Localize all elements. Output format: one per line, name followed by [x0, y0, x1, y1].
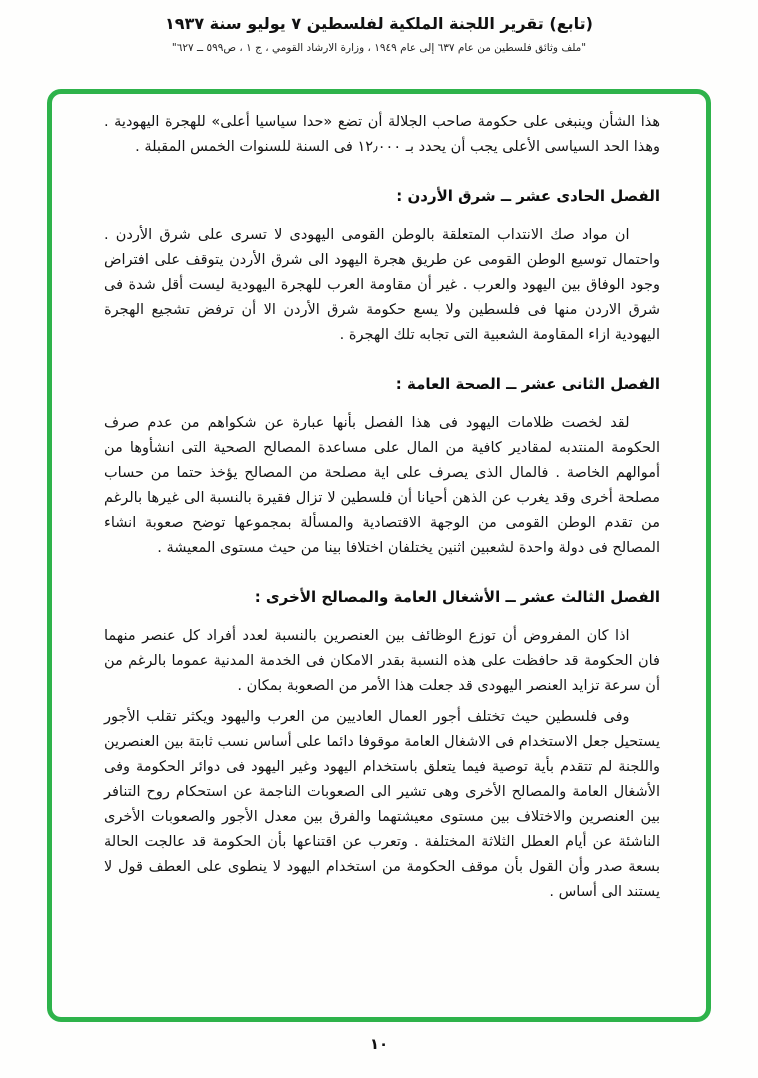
document-body [52, 94, 706, 1017]
document-subtitle: "ملف وثائق فلسطين من عام ٦٣٧ إلى عام ١٩٤٩ ، وزارة الارشاد القومي ، ج ١ ، ص٥٩٩ ــ ٦٢٧" [171, 42, 587, 54]
section-heading: الفصل الثانى عشر ــ الصحة العامة : [395, 375, 660, 393]
section-heading: الفصل الحادى عشر ــ شرق الأردن : [396, 187, 660, 205]
paragraph: ان مواد صك الانتداب المتعلقة بالوطن القومى اليهودى لا تسرى على شرق الأردن . واحتمال توسيع الوطن القومى عن طريق هجرة اليهود الى شرق الأردن يتوقف على افتراض وجود الوفاق بين اليهود والعرب . غير أن مقاومة العرب للهجرة اليهودية ليست أقل شدة فى شرق الاردن منها فى فلسطين ولا يسع حكومة شرق الأردن الا أن ترفض تشجيع الهجرة اليهودية ازاء المقاومة الشعبية التى تجابه تلك الهجرة . [104, 227, 660, 343]
section-heading: الفصل الثالث عشر ــ الأشغال العامة والمصالح الأخرى : [254, 588, 660, 606]
page-footer [0, 1034, 758, 1053]
paragraph: هذا الشأن وينبغى على حكومة صاحب الجلالة أن تضع «حدا سياسيا أعلى» للهجرة اليهودية . وهذا الحد السياسى الأعلى يجب أن يحدد بـ ١٢٫٠٠٠ فى السنة للسنوات الخمس المقبلة . [104, 114, 660, 155]
document-title: (تابع) تقرير اللجنة الملكية لفلسطين ٧ يوليو سنة ١٩٣٧ [165, 14, 593, 33]
page-header [0, 14, 758, 54]
paragraph: وفى فلسطين حيث تختلف أجور العمال العاديين من العرب واليهود ويكثر تقلب الأجور يستحيل جعل الاستخدام فى الاشغال العامة موقوفا دائما على أساس نسب ثابتة بين العنصرين واللجنة لم تتقدم بأية توصية فيما يتعلق باستخدام اليهود وغير اليهود فى دوائر الحكومة وفى الأشغال العامة والمصالح الأخرى وهى تشير الى الصعوبات الناجمة عن استحكام روح التنافر بين العنصرين والاختلاف بين مستوى معيشتهما والفرق بين معدل الأجور والصعوبات الأخرى الناشئة عن أيام العطل الثلاثة المختلفة . وتعرب عن اقتناعها بأن الحكومة قد عالجت الحالة بسعة صدر وأن القول بأن موقف الحكومة من استخدام اليهود لا ينطوى على العطف قول لا يستند الى أساس . [104, 709, 660, 900]
content-frame [47, 89, 711, 1022]
paragraph: اذا كان المفروض أن توزع الوظائف بين العنصرين بالنسبة لعدد أفراد كل عنصر منهما فان الحكومة قد حافظت على هذه النسبة بقدر الامكان فى الخدمة المدنية عموما بالرغم من أن سرعة تزايد العنصر اليهودى قد جعلت هذا الأمر من الصعوبة بمكان . [104, 628, 660, 694]
paragraph: لقد لخصت ظلامات اليهود فى هذا الفصل بأنها عبارة عن شكواهم من عدم صرف الحكومة المنتدبه لمقادير كافية من المال على مساعدة المصالح الصحية التى انشأوها من أموالهم الخاصة . فالمال الذى يصرف على اية مصلحة من المصالح يؤخذ حتما من حساب مصلحة أخرى وقد يغرب عن الذهن أحيانا أن فلسطين لا تزال فقيرة بالنسبة الى غيرها بالرغم من تقدم الوطن القومى من الوجهة الاقتصادية والمسألة بمجموعها توضح صعوبة انشاء المصالح فى دولة واحدة لشعبين اثنين يختلفان اختلافا بينا من حيث مستوى المعيشة . [104, 415, 660, 556]
page-number: ١٠ [369, 1035, 389, 1053]
